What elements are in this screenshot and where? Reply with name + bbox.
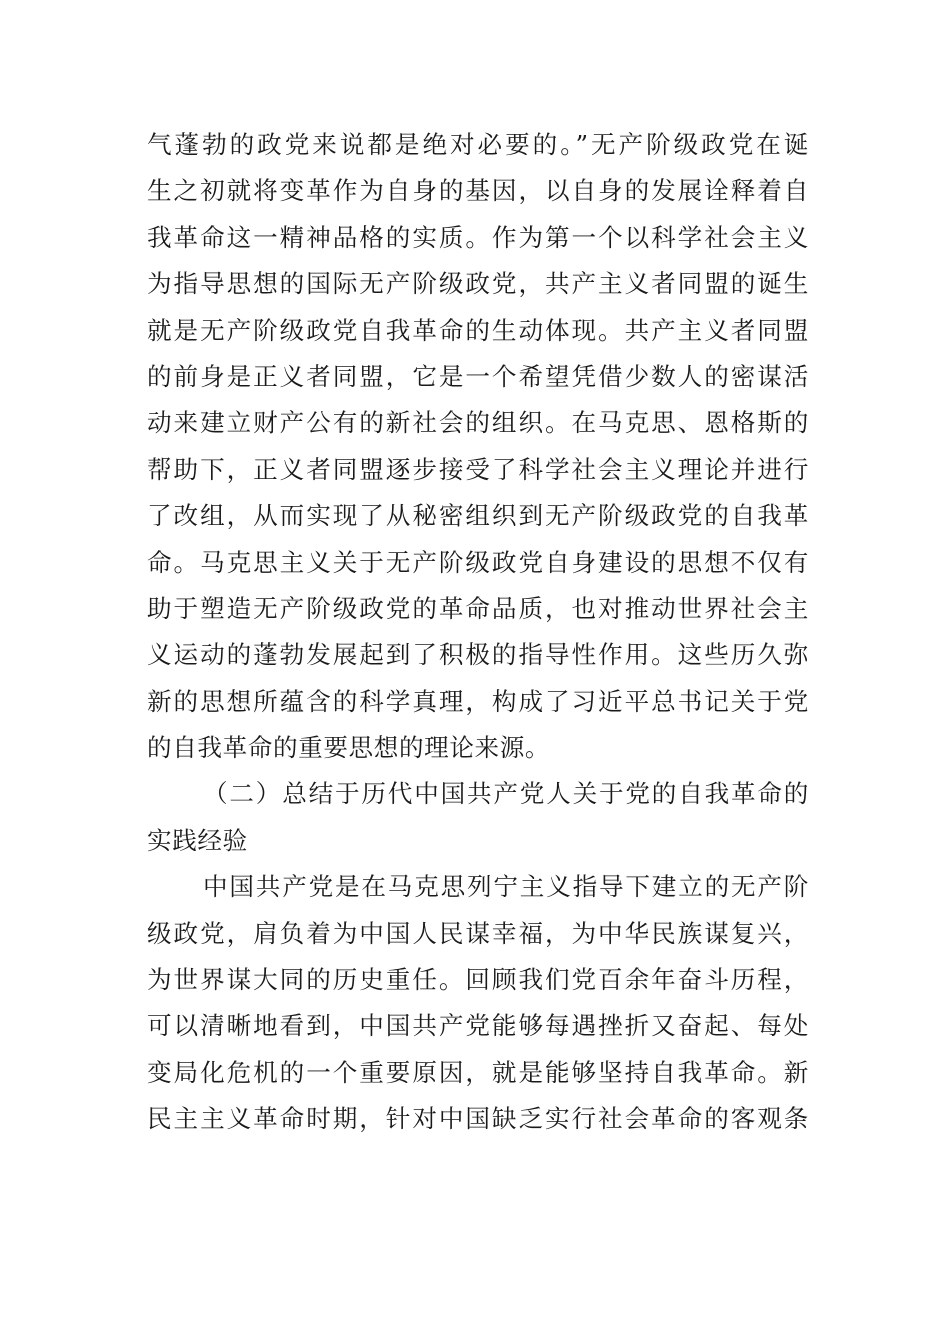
text-line: 中国共产党是在马克思列宁主义指导下建立的无产阶 xyxy=(203,872,809,902)
text-line: 助于塑造无产阶级政党的革命品质，也对推动世界社会主 xyxy=(147,593,809,623)
text-line: 的前身是正义者同盟，它是一个希望凭借少数人的密谋活 xyxy=(147,361,809,391)
text-line: 为指导思想的国际无产阶级政党，共产主义者同盟的诞生 xyxy=(147,269,809,299)
text-line: 命。马克思主义关于无产阶级政党自身建设的思想不仅有 xyxy=(147,547,809,577)
text-line: 帮助下，正义者同盟逐步接受了科学社会主义理论并进行 xyxy=(147,454,809,484)
text-line: 气蓬勃的政党来说都是绝对必要的。”无产阶级政党在诞 xyxy=(147,130,809,159)
text-line: 新的思想所蕴含的科学真理，构成了习近平总书记关于党 xyxy=(147,686,809,716)
text-line: 就是无产阶级政党自我革命的生动体现。共产主义者同盟 xyxy=(147,315,809,345)
section-heading-line: （二）总结于历代中国共产党人关于党的自我革命的 xyxy=(203,779,809,809)
section-heading-line: 实践经验 xyxy=(147,825,248,855)
text-line: 级政党，肩负着为中国人民谋幸福，为中华民族谋复兴， xyxy=(147,918,809,948)
text-line: 为世界谋大同的历史重任。回顾我们党百余年奋斗历程， xyxy=(147,965,809,995)
text-line: 了改组，从而实现了从秘密组织到无产阶级政党的自我革 xyxy=(147,501,809,531)
body-text xyxy=(147,122,809,1143)
text-line: 生之初就将变革作为自身的基因，以自身的发展诠释着自 xyxy=(147,176,809,206)
text-line: 我革命这一精神品格的实质。作为第一个以科学社会主义 xyxy=(147,222,809,252)
text-line: 义运动的蓬勃发展起到了积极的指导性作用。这些历久弥 xyxy=(147,640,809,670)
text-line: 变局化危机的一个重要原因，就是能够坚持自我革命。新 xyxy=(147,1057,809,1087)
text-line: 动来建立财产公有的新社会的组织。在马克思、恩格斯的 xyxy=(147,408,809,438)
text-line: 的自我革命的重要思想的理论来源。 xyxy=(147,733,551,763)
text-line: 可以清晰地看到，中国共产党能够每遇挫折又奋起、每处 xyxy=(147,1011,809,1041)
text-line: 民主主义革命时期，针对中国缺乏实行社会革命的客观条 xyxy=(147,1104,809,1134)
